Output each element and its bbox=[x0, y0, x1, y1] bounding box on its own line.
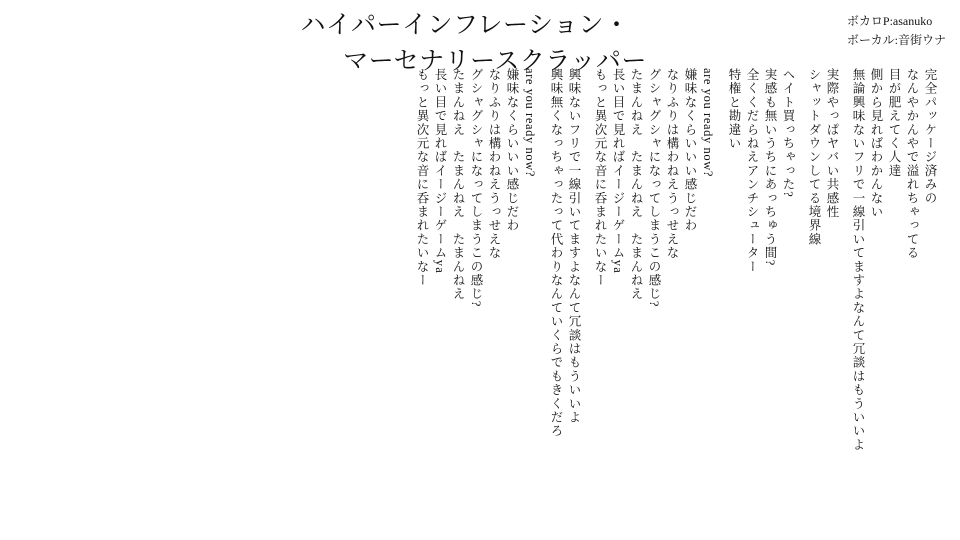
lyric-line: 目が肥えてく人達 bbox=[887, 68, 901, 178]
stanza-4 bbox=[588, 68, 714, 508]
credit-producer: ボカロP:asanuko bbox=[846, 14, 933, 28]
lyric-line: 興味無くなっちゃったって代わりなんていくらでもきくだろ bbox=[549, 68, 563, 438]
lyric-line: なんやかんやで溢れちゃってる bbox=[905, 68, 919, 260]
title-line-2: マーセナリースクラッパー bbox=[343, 48, 647, 76]
stanza-3 bbox=[722, 68, 794, 508]
stanza-6 bbox=[410, 68, 536, 508]
lyric-line: もっと異次元な音に呑まれたいなー bbox=[593, 68, 607, 288]
title-line-1: ハイパーインフレーション・ bbox=[300, 12, 630, 39]
lyric-line: シャットダウンしてる境界線 bbox=[807, 68, 821, 247]
lyric-line: 嫌味なくらいいい感じだわ bbox=[505, 68, 519, 233]
lyric-line: 長い目で見ればイージーゲームya bbox=[433, 68, 447, 274]
lyric-line: 無論興味ないフリで一線引いてますよなんて冗談はもういいよ bbox=[851, 68, 865, 452]
lyric-line: 側から見ればわかんない bbox=[869, 68, 883, 219]
lyric-line: たまんねえ たまんねえ たまんねえ bbox=[451, 68, 465, 301]
lyric-line: なりふりは構わねえうっせえな bbox=[487, 68, 501, 260]
stanza-2 bbox=[802, 68, 838, 508]
lyric-line: 実感も無いうちにあっちゅう間? bbox=[763, 68, 777, 267]
lyric-line: 特権と勘違い bbox=[727, 68, 741, 151]
lyric-line: たまんねえ たまんねえ たまんねえ bbox=[629, 68, 643, 301]
lyric-line: 全くくだらねえアンチシューター bbox=[745, 68, 759, 274]
lyric-line: 興味ないフリで一線引いてますよなんて冗談はもういいよ bbox=[567, 68, 581, 425]
lyric-line: なりふりは構わねえうっせえな bbox=[665, 68, 679, 260]
stanza-1 bbox=[846, 68, 936, 508]
lyric-line: are you ready now? bbox=[701, 68, 715, 178]
lyric-line: グシャグシャになってしまうこの感じ? bbox=[469, 68, 483, 308]
lyric-line: 長い目で見ればイージーゲームya bbox=[611, 68, 625, 274]
lyric-line: are you ready now? bbox=[523, 68, 537, 178]
lyrics-columns bbox=[0, 68, 960, 528]
lyric-line: 嫌味なくらいいい感じだわ bbox=[683, 68, 697, 233]
lyric-line: 完全パッケージ済みの bbox=[923, 68, 937, 205]
lyric-line: もっと異次元な音に呑まれたいなー bbox=[415, 68, 429, 288]
stanza-5 bbox=[544, 68, 580, 508]
lyric-line: 実際やっぱヤバい共感性 bbox=[825, 68, 839, 219]
lyric-line: ヘイト買っちゃった? bbox=[781, 68, 795, 199]
credit-vocalist: ボーカル:音街ウナ bbox=[846, 33, 946, 48]
lyric-line: グシャグシャになってしまうこの感じ? bbox=[647, 68, 661, 308]
credits-block bbox=[847, 12, 946, 50]
